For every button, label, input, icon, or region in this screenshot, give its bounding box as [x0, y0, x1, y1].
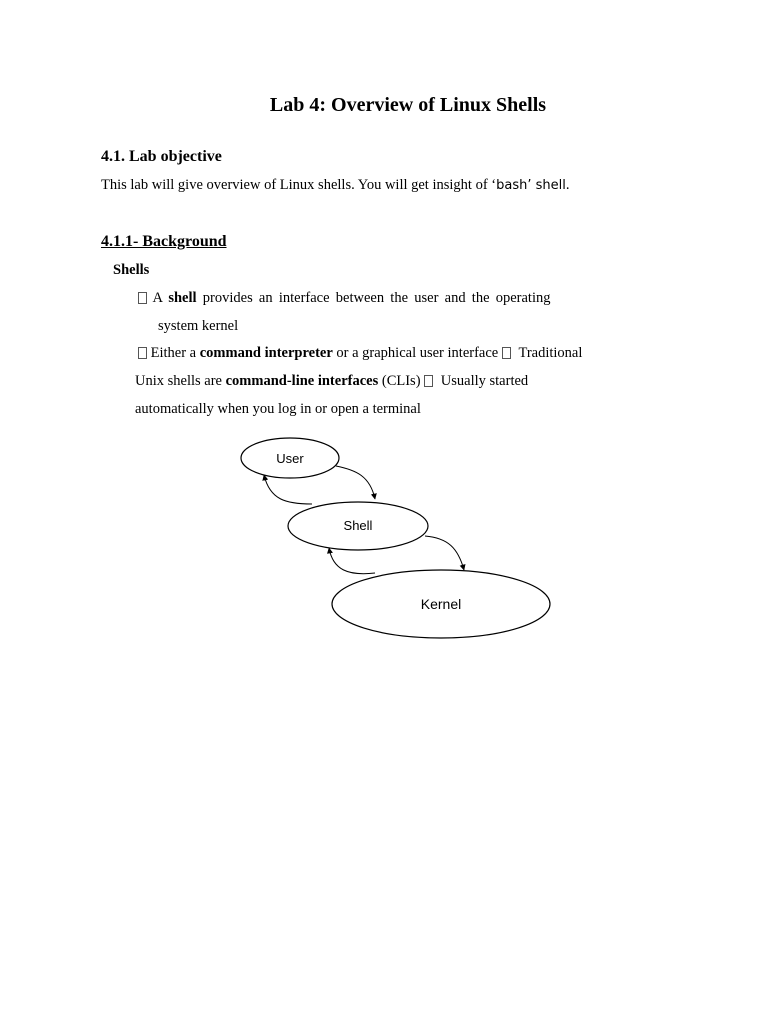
line1-post: provides an interface between the user and the operating	[196, 290, 551, 306]
arrow-user-to-shell	[336, 466, 375, 499]
objective-text: This lab will give overview of Linux shells. You will get insight of ‘	[101, 177, 497, 193]
background-heading: 4.1.1- Background	[101, 233, 227, 250]
line1-pre: A	[152, 290, 169, 306]
objective-text-end: .	[565, 177, 570, 193]
shell-node-label: Shell	[343, 518, 373, 533]
bullet-line-1-continued: system kernel	[158, 318, 239, 334]
page-title: Lab 4: Overview of Linux Shells	[269, 94, 547, 116]
arrow-shell-to-user	[264, 475, 312, 504]
user-node-label: User	[276, 451, 304, 466]
line3-mid: or a graphical user interface	[332, 345, 502, 361]
line4-post: Usually started	[440, 373, 529, 389]
line1-bold: shell	[168, 290, 197, 306]
line3-post: Traditional	[518, 345, 583, 361]
line3-pre: Either a	[150, 345, 200, 361]
objective-heading: 4.1. Lab objective	[101, 148, 222, 165]
kernel-node-label: Kernel	[420, 596, 462, 612]
line3-bold: command interpreter	[199, 345, 333, 361]
shells-heading: Shells	[113, 262, 150, 278]
arrow-kernel-to-shell	[329, 548, 375, 574]
line4-bold: command-line interfaces	[225, 373, 379, 389]
line4-mid: (CLIs)	[378, 373, 425, 389]
arrow-shell-to-kernel	[425, 536, 464, 570]
line4-pre: Unix shells are	[135, 373, 226, 389]
bullet-line-3-continued: automatically when you log in or open a terminal	[135, 401, 421, 417]
bash-shell-text: bash’ shell	[496, 178, 566, 193]
